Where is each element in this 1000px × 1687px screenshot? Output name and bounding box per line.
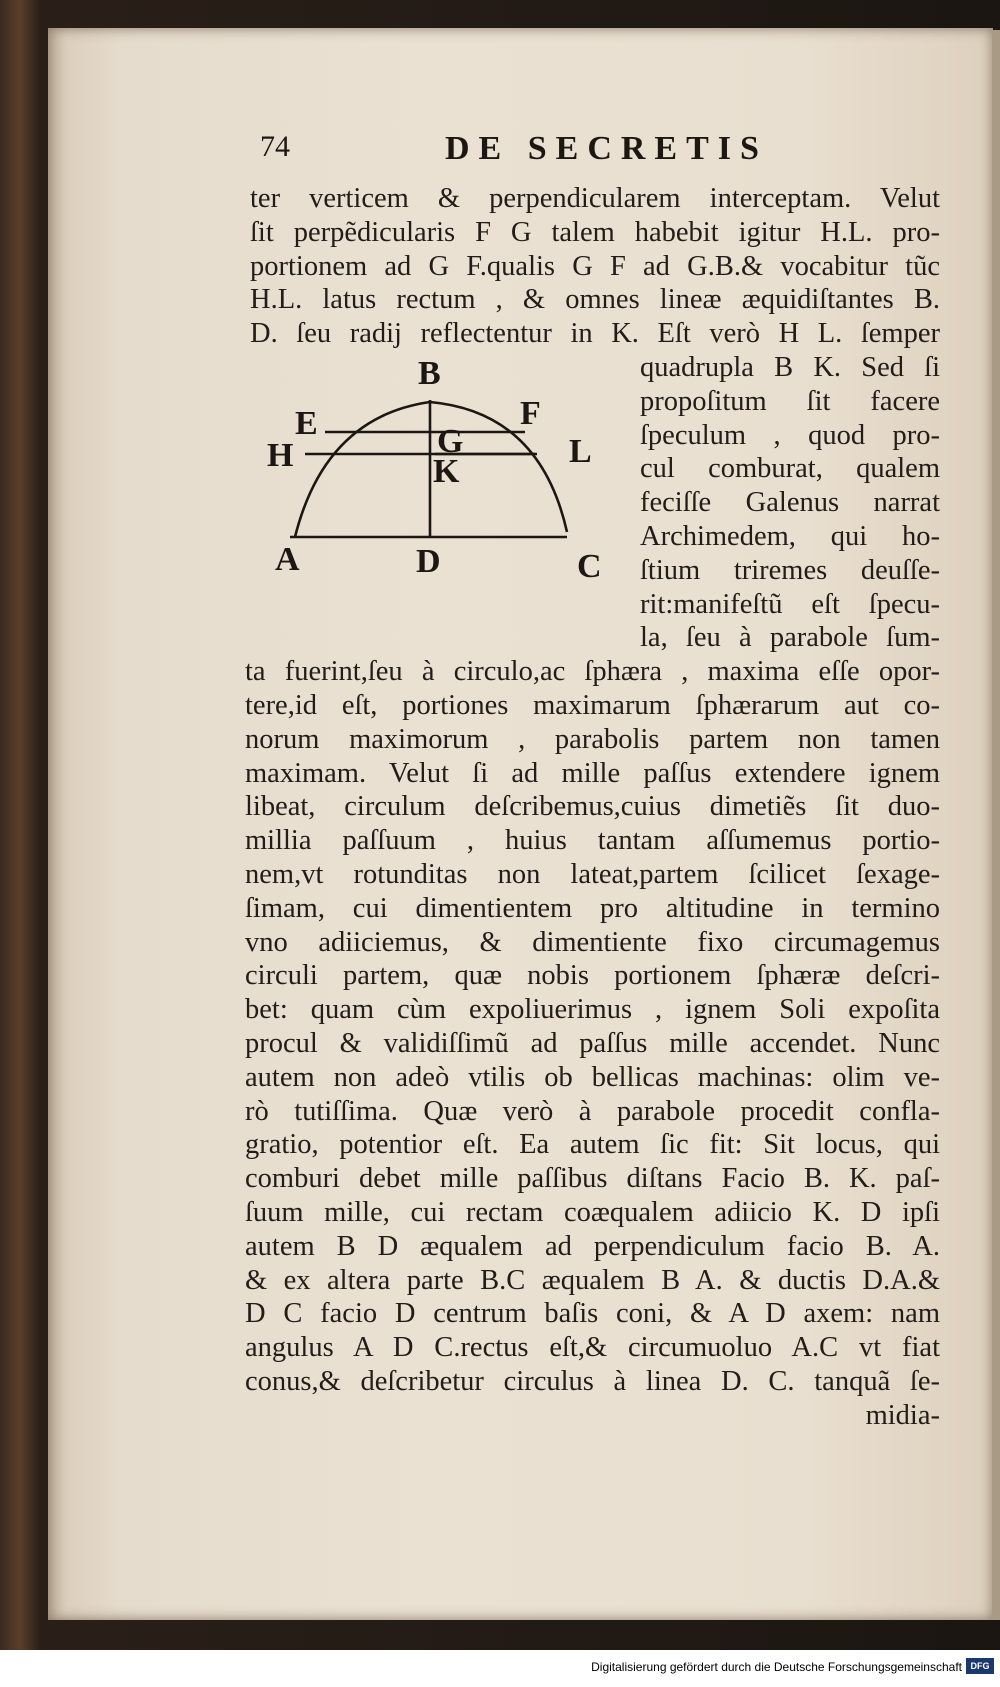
text-line: & ex altera parte B.C æqualem B A. & ductis D.A.&	[245, 1264, 940, 1296]
label-d: D	[416, 543, 441, 580]
text-line: millia paſſuum , huius tantam aſſumemus portio-	[245, 825, 940, 857]
text-line: bet: quam cùm expoliuerimus , ignem Soli expoſita	[245, 994, 940, 1026]
page-edge	[992, 30, 1000, 1620]
text-line: ſpeculum , quod pro-	[640, 419, 940, 451]
text-line: propoſitum ſit facere	[640, 385, 940, 417]
text-line: cul comburat, qualem	[640, 453, 940, 485]
text-line: rit:manifeſtũ eſt ſpecu-	[640, 588, 940, 620]
label-b: B	[418, 355, 441, 392]
digitization-note: Digitalisierung gefördert durch die Deutsche Forschungsgemeinschaft	[591, 1660, 962, 1674]
text-line: ſtium triremes deuſſe-	[640, 554, 940, 586]
text-line: vno adiiciemus, & dimentiente fixo circumagemus	[245, 926, 940, 958]
text-line: circuli partem, quæ nobis portionem ſphæræ deſcri-	[245, 960, 940, 992]
catchword: midia-	[865, 1399, 940, 1431]
label-a: A	[275, 541, 300, 578]
running-title: DE SECRETIS	[445, 130, 768, 167]
text-line: procul & validiſſimũ ad paſſus mille accendet. Nunc	[245, 1027, 940, 1059]
text-line: la, ſeu à parabole ſum-	[640, 622, 940, 654]
label-c: C	[577, 548, 602, 585]
text-line: portionem ad G F.qualis G F ad G.B.& vocabitur tũc	[250, 250, 940, 282]
text-line: autem B D æqualem ad perpendiculum facio B. A.	[245, 1230, 940, 1262]
text-line: feciſſe Galenus narrat	[640, 487, 940, 519]
text-line: tere,id eſt, portiones maximarum ſphærarum aut co-	[245, 689, 940, 721]
page-header	[260, 130, 940, 170]
text-line: ta fuerint,ſeu à circulo,ac ſphæra , maxima eſſe opor-	[245, 656, 940, 688]
label-f: F	[520, 395, 541, 432]
text-line: D. ſeu radij reflectentur in K. Eſt verò H L. ſemper	[250, 318, 940, 350]
text-line: norum maximorum , parabolis partem non tamen	[245, 723, 940, 755]
dfg-logo: DFG	[966, 1658, 994, 1674]
label-l: L	[569, 433, 592, 470]
text-line: Archimedem, qui ho-	[640, 520, 940, 552]
text-line: conus,& deſcribetur circulus à linea D. C. tanquã ſe-	[245, 1365, 940, 1397]
label-h: H	[267, 437, 294, 474]
text-line: quadrupla B K. Sed ſi	[640, 351, 940, 383]
label-g: G	[437, 423, 464, 460]
text-line: comburi debet mille paſſibus diſtans Facio B. K. paſ-	[245, 1163, 940, 1195]
text-line: nem,vt rotunditas non lateat,partem ſcilicet ſexage-	[245, 858, 940, 890]
text-line: maximam. Velut ſi ad mille paſſus extendere ignem	[245, 757, 940, 789]
text-line: H.L. latus rectum , & omnes lineæ æquidiſtantes B.	[250, 284, 940, 316]
label-k: K	[433, 453, 460, 490]
text-line: angulus A D C.rectus eſt,& circumuoluo A.C vt fiat	[245, 1332, 940, 1364]
diagram-svg	[267, 355, 615, 612]
text-line: ſuum mille, cui rectam coæqualem adiicio K. D ipſi	[245, 1196, 940, 1228]
digitization-footer	[0, 1650, 1000, 1687]
body-text	[245, 182, 940, 1432]
text-line: ſit perpẽdicularis F G talem habebit igitur H.L. pro-	[250, 216, 940, 248]
text-line: autem non adeò vtilis ob bellicas machinas: olim ve-	[245, 1061, 940, 1093]
text-line: libeat, circulum deſcribemus,cuius dimetiẽs ſit duo-	[245, 791, 940, 823]
label-e: E	[295, 405, 318, 442]
page-number: 74	[260, 130, 290, 163]
text-line: ſimam, cui dimentientem pro altitudine in termino	[245, 892, 940, 924]
text-line: D C facio D centrum baſis coni, & A D axem: nam	[245, 1298, 940, 1330]
text-line: gratio, potentior eſt. Ea autem ſic fit: Sit locus, qui	[245, 1129, 940, 1161]
text-line: rò tutiſſima. Quæ verò à parabole procedit confla-	[245, 1095, 940, 1127]
text-line: ter verticem & perpendicularem interceptam. Velut	[250, 183, 940, 214]
parabola-diagram	[267, 355, 615, 612]
